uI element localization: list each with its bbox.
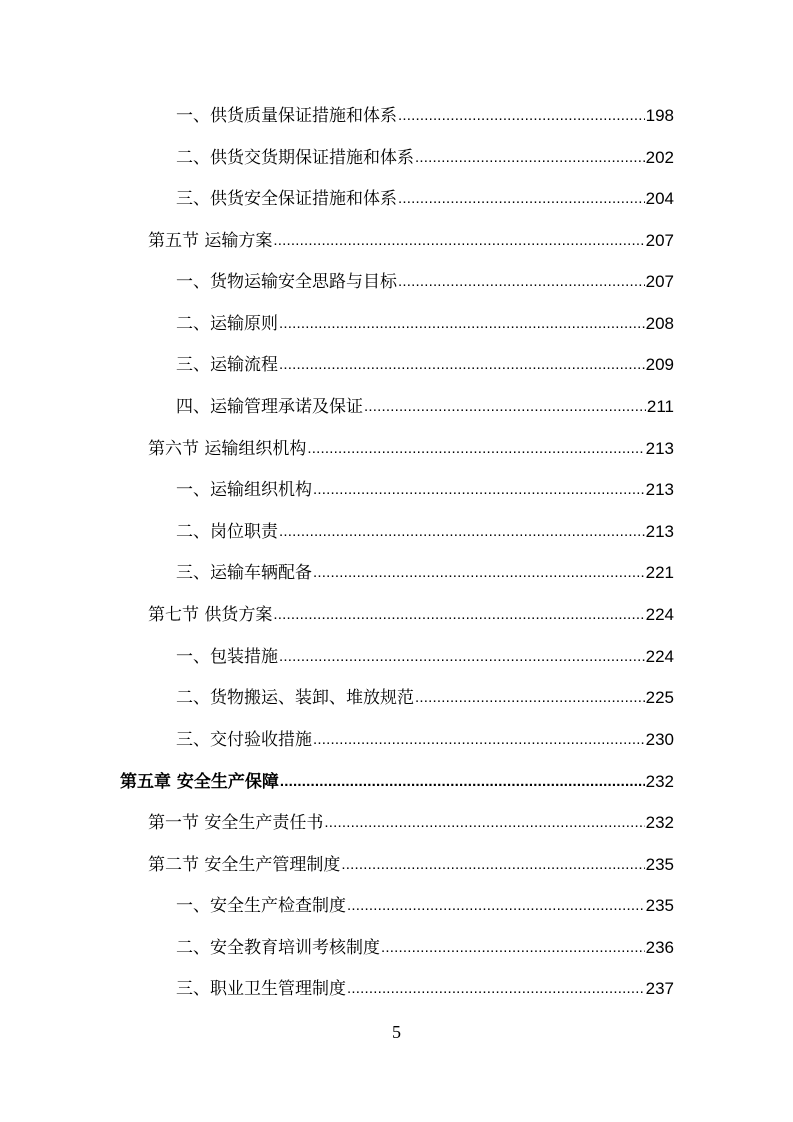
toc-entry-title: 一、包装措施 [176,647,278,667]
toc-leader-dots [313,561,645,585]
toc-entry-page: 209 [645,355,674,374]
toc-leader-dots [415,146,645,170]
toc-leader-dots [398,187,645,211]
toc-entry-page: 236 [645,938,674,957]
toc-entry-title: 一、安全生产检查制度 [176,896,346,916]
toc-leader-dots [273,229,644,253]
toc-entry-title: 第六节 运输组织机构 [148,439,307,459]
toc-entry-title: 一、供货质量保证措施和体系 [176,106,397,126]
toc-entry-page: 235 [645,896,674,915]
toc-entry-page: 232 [645,813,674,832]
toc-leader-dots [279,645,645,669]
toc-entry-page: 211 [646,397,674,416]
toc-leader-dots [279,312,645,336]
toc-entry[interactable] [176,478,674,502]
toc-entry-title: 二、安全教育培训考核制度 [176,938,380,958]
toc-entry[interactable] [176,104,674,128]
toc-leader-dots [364,395,646,419]
toc-entry[interactable] [176,520,674,544]
toc-entry-page: 207 [645,272,674,291]
toc-entry[interactable] [176,686,674,710]
toc-entry-title: 第五节 运输方案 [148,231,273,251]
toc-entry-page: 204 [645,189,674,208]
toc-entry-chapter[interactable] [120,770,674,794]
toc-entry-title: 第一节 安全生产责任书 [148,813,324,833]
toc-entry[interactable] [148,811,674,835]
toc-leader-dots [307,437,644,461]
toc-leader-dots [324,811,644,835]
toc-entry-title: 四、运输管理承诺及保证 [176,397,363,417]
toc-entry-page: 202 [645,148,674,167]
toc-leader-dots [273,603,644,627]
toc-entry-page: 224 [645,605,674,624]
toc-entry[interactable] [176,728,674,752]
toc-entry-title: 一、运输组织机构 [176,480,312,500]
toc-entry-title: 第二节 安全生产管理制度 [148,855,341,875]
toc-entry-title: 一、货物运输安全思路与目标 [176,272,397,292]
toc-leader-dots [347,977,645,1001]
toc-leader-dots [398,270,645,294]
toc-entry[interactable] [176,977,674,1001]
page-number: 5 [392,1022,401,1042]
toc-entry-title: 二、货物搬运、装卸、堆放规范 [176,688,414,708]
toc-entry[interactable] [176,395,674,419]
toc-entry[interactable] [176,270,674,294]
toc-leader-dots [313,728,645,752]
toc-entry-page: 225 [645,688,674,707]
toc-entry[interactable] [176,894,674,918]
toc-leader-dots [347,894,645,918]
toc-leader-dots [313,478,645,502]
toc-entry[interactable] [148,437,674,461]
toc-entry[interactable] [148,853,674,877]
toc-entry-page: 235 [645,855,674,874]
toc-entry-page: 237 [645,979,674,998]
toc-leader-dots [279,520,645,544]
toc-entry-page: 224 [645,647,674,666]
toc-entry[interactable] [176,353,674,377]
toc-entry[interactable] [148,603,674,627]
toc-entry[interactable] [176,936,674,960]
toc-leader-dots [280,770,645,794]
toc-entry-title: 二、供货交货期保证措施和体系 [176,148,414,168]
toc-entry[interactable] [176,146,674,170]
toc-entry-title: 三、交付验收措施 [176,730,312,750]
toc-entry-title: 三、供货安全保证措施和体系 [176,189,397,209]
toc-entry-page: 213 [645,480,674,499]
toc-entry[interactable] [176,312,674,336]
toc-entry-page: 207 [645,231,674,250]
toc-entry-page: 232 [645,772,674,791]
toc-entry-title: 第七节 供货方案 [148,605,273,625]
toc-entry[interactable] [176,561,674,585]
toc-entry-page: 198 [645,106,674,125]
toc-entry-title: 三、运输流程 [176,355,278,375]
toc-entry-page: 230 [645,730,674,749]
toc-entry-page: 213 [645,522,674,541]
toc-entry-title: 二、岗位职责 [176,522,278,542]
toc-entry[interactable] [176,645,674,669]
toc-entry[interactable] [148,229,674,253]
toc-entry-title: 三、运输车辆配备 [176,563,312,583]
toc-entry-page: 221 [645,563,674,582]
toc-leader-dots [279,353,645,377]
toc-entry-title: 第五章 安全生产保障 [120,772,279,792]
toc-entry-title: 二、运输原则 [176,314,278,334]
toc-entry[interactable] [176,187,674,211]
toc-leader-dots [398,104,645,128]
toc-leader-dots [415,686,645,710]
toc-entry-title: 三、职业卫生管理制度 [176,979,346,999]
toc-leader-dots [341,853,644,877]
toc-entry-page: 208 [645,314,674,333]
toc-leader-dots [381,936,645,960]
toc-entry-page: 213 [645,439,674,458]
